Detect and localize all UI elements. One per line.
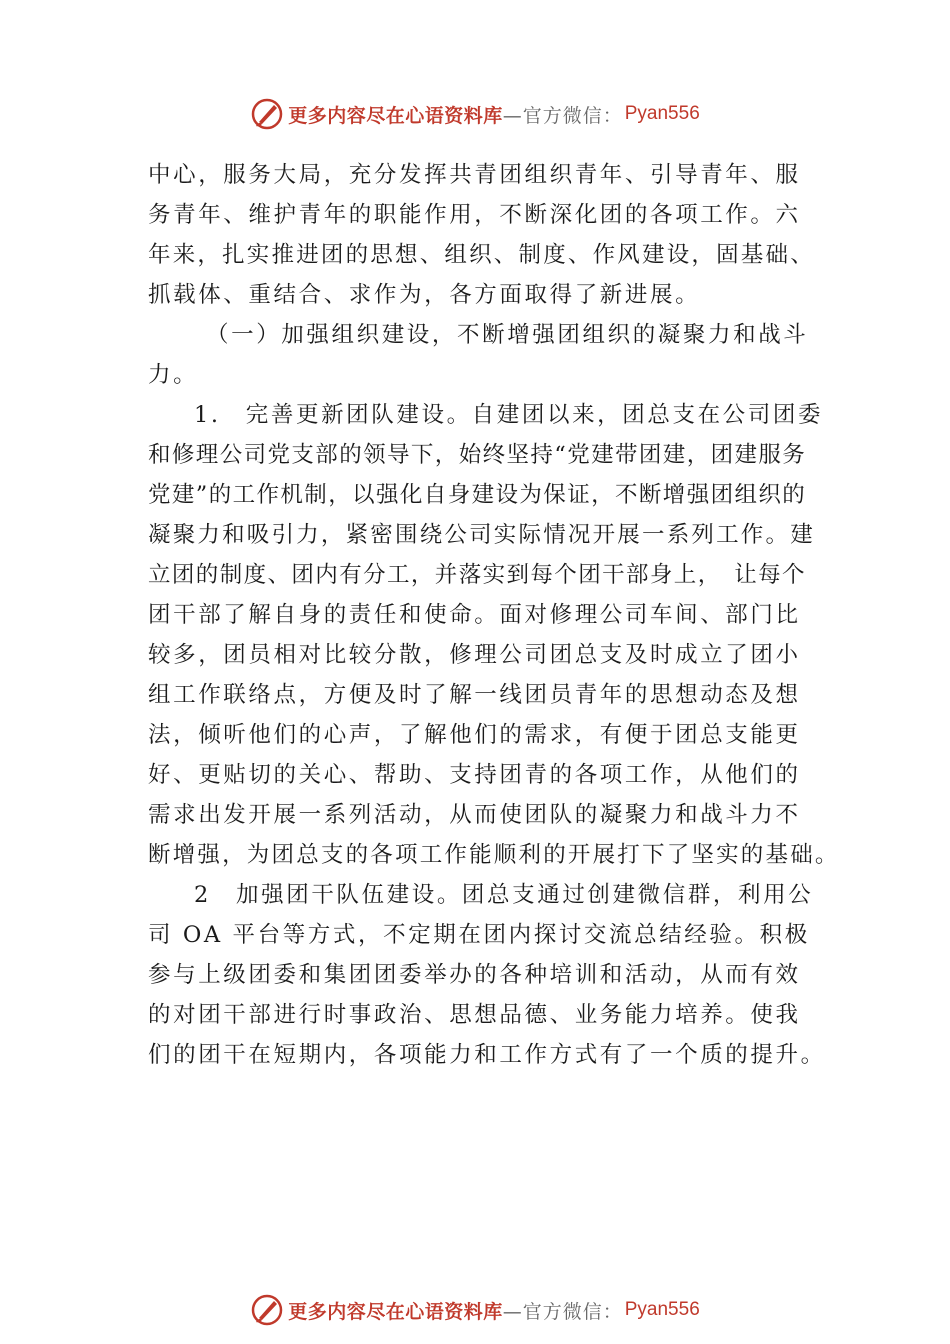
body-line: 抓载体、重结合、求作为，各方面取得了新进展。	[148, 282, 701, 308]
body-line: 法，倾听他们的心声，了解他们的需求，有便于团总支能更	[148, 722, 801, 748]
body-line: 司 OA 平台等方式，不定期在团内探讨交流总结经验。积极	[148, 922, 810, 948]
body-line: 们的团干在短期内，各项能力和工作方式有了一个质的提升。	[148, 1042, 826, 1068]
body-line: 1. 完善更新团队建设。自建团以来，团总支在公司团委	[194, 402, 824, 428]
body-line: 较多，团员相对比较分散，修理公司团总支及时成立了团小	[148, 642, 801, 668]
body-line: 参与上级团委和集团团委举办的各种培训和活动，从而有效	[148, 962, 801, 988]
brush-logo-icon	[250, 97, 284, 131]
body-line: 凝聚力和吸引力，紧密围绕公司实际情况开展一系列工作。建	[148, 522, 815, 548]
document-body	[148, 155, 840, 1075]
body-line: 的对团干部进行时事政治、思想品德、业务能力培养。使我	[148, 1002, 801, 1028]
body-line: 需求出发开展一系列活动，从而使团队的凝聚力和战斗力不	[148, 802, 801, 828]
section-heading: （一）加强组织建设，不断增强团组织的凝聚力和战斗	[206, 322, 809, 348]
banner-wechat-label: —官方微信：	[502, 104, 623, 127]
body-line: 好、更贴切的关心、帮助、支持团青的各项工作，从他们的	[148, 762, 801, 788]
section-heading-continued: 力。	[148, 362, 199, 388]
body-line: 团干部了解自身的责任和使命。面对修理公司车间、部门比	[148, 602, 801, 628]
body-line: 中心，服务大局，充分发挥共青团组织青年、引导青年、服	[148, 162, 801, 188]
body-line: 务青年、维护青年的职能作用，不断深化团的各项工作。六	[148, 202, 801, 228]
body-line: 组工作联络点，方便及时了解一线团员青年的思想动态及想	[148, 682, 801, 708]
brush-logo-icon	[250, 1293, 284, 1327]
body-line: 断增强，为团总支的各项工作能顺利的开展打下了坚实的基础。	[148, 842, 840, 868]
body-line: 党建”的工作机制，以强化自身建设为保证，不断增强团组织的	[148, 482, 807, 508]
body-line: 和修理公司党支部的领导下，始终坚持“党建带团建，团建服务	[148, 442, 807, 468]
banner-library-text: 更多内容尽在心语资料库	[288, 104, 503, 127]
body-line: 2 加强团干队伍建设。团总支通过创建微信群，利用公	[194, 882, 814, 908]
banner-wechat-id: Pyan556	[624, 1299, 700, 1320]
footer-banner	[0, 1290, 950, 1330]
header-banner	[0, 94, 950, 134]
body-line: 年来，扎实推进团的思想、组织、制度、作风建设，固基础、	[148, 242, 815, 268]
body-line: 立团的制度、团内有分工，并落实到每个团干部身上， 让每个	[148, 562, 806, 588]
banner-library-text: 更多内容尽在心语资料库	[288, 1300, 503, 1323]
banner-wechat-id: Pyan556	[624, 103, 700, 124]
banner-wechat-label: —官方微信：	[502, 1300, 623, 1323]
